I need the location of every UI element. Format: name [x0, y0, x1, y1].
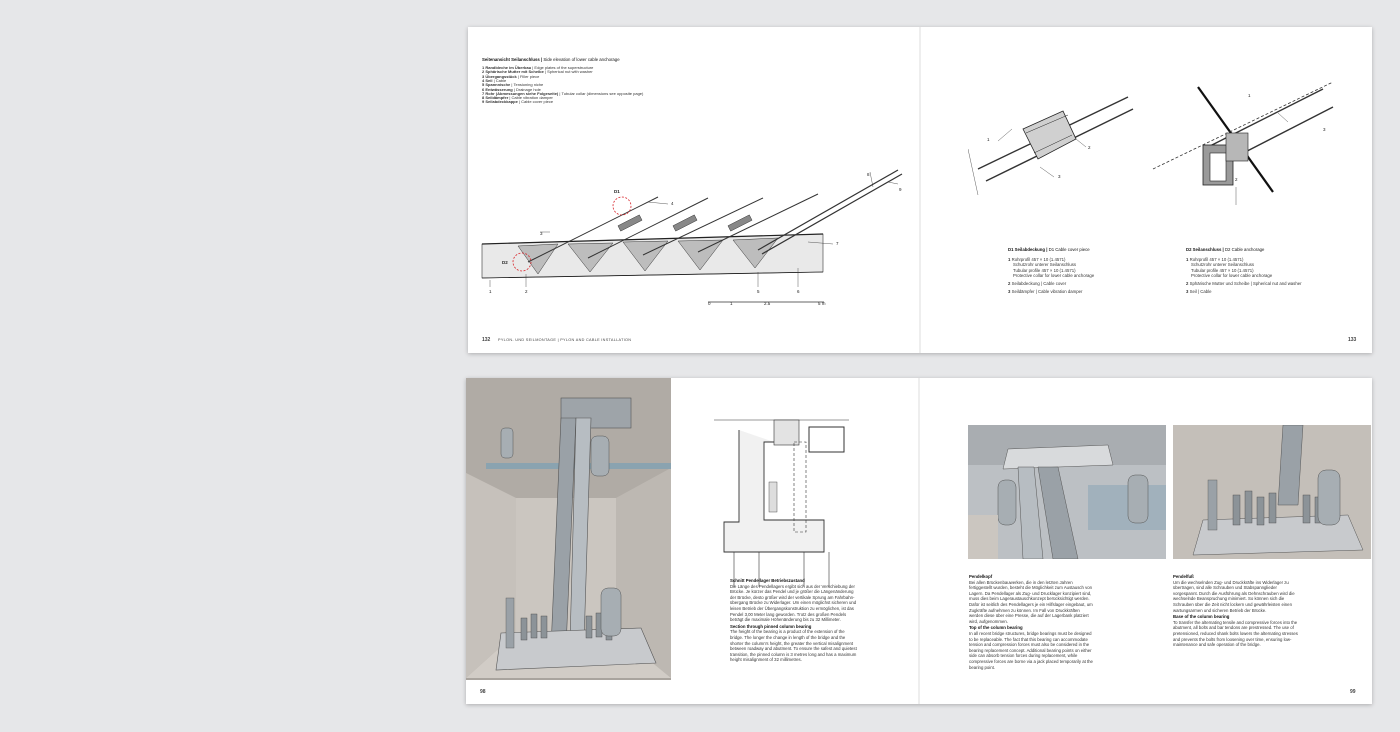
gutter — [919, 27, 921, 353]
col1-title-en: Top of the column bearing — [969, 625, 1023, 631]
detail-legend-item: 2 Sphärische Mutter und Scheibe | Spherical nut and washer — [1186, 280, 1302, 286]
scale-tick: 2.5 — [764, 301, 771, 306]
callout-5: 5 — [757, 289, 760, 294]
col2-title-de: Pendelfuß — [1173, 574, 1194, 579]
text-col-base-of-column — [1173, 574, 1298, 648]
callout-4: 4 — [671, 201, 674, 206]
detail-legend-item: 2 Seilabdeckung | Cable cover — [1008, 280, 1067, 286]
legend-item: 5 Spannnische | Tensioning niche — [482, 82, 544, 88]
callout-8: 8 — [867, 172, 870, 177]
col2-title-en: Base of the column bearing — [1173, 614, 1230, 620]
caption-title-en: Section through pinned column bearing — [730, 623, 812, 629]
detail-d1-drawing — [968, 89, 1138, 199]
callout-1: 1 — [489, 289, 492, 294]
photo-column-bearing — [466, 378, 671, 680]
scale-tick: 5 m — [818, 301, 826, 306]
d1-callout-1: 1 — [987, 137, 990, 142]
page-number: 132 — [482, 337, 491, 343]
page-number: 133 — [1348, 337, 1357, 343]
col1-body-de: Bei allen Brückenbauwerken, die in den letzten Jahren fertiggestellt wurden, besteht die Möglichkeit zum Austausch von Lagern. Da Pendellager als Zug- und Drucklager konzipiert sind, muss dies beim Lageraustauschkonzept berücksichtigt werden. Dafür ist seitlich des Pendellagers je ein Hilfslager eingebaut, um Zugkräfte aufnehmen zu können. Im Fall von Druckkräften werden diese über eine Presse, die auf der Lagerbank platziert wird, aufgenommen. — [969, 579, 1093, 624]
callout-2: 2 — [525, 289, 528, 294]
detail-d1-marker — [613, 197, 631, 215]
detail-legend-item: 1 Rohrprofil 457 × 10 (1.4571) Schutzrohr unterer Seilanschluss Tubular profile 457 × 10 (1.4571) Protective collar for lower cable anchorage — [1008, 256, 1095, 279]
d1-legend: D1 Seilabdeckung | D1 Cable cover piece 1 Rohrprofil 457 × 10 (1.4571) Schutzrohr unterer Seilanschluss Tubular profile 457 × 10 (1.4571) Protective collar for lower cable anchorage 2 Seilabdeckung | Cable cover 3 Seildämpfer | Cable vibration damper — [1008, 247, 1095, 294]
col2-body-de: Um die wechselnden Zug- und Druckkräfte ins Widerlager zu übertragen, sind alle Schrauben und Stabspannglieder vorgespannt. Durch die Ausführung als Dehnschrauben wird die wechselnde Beanspruchung minimiert. So können sich die Schrauben über die Zeit nicht lockern und gewährleisten einen wartungsarmen und sicheren Betrieb der Brücke. — [1173, 579, 1295, 613]
book-spread-bottom — [466, 378, 1372, 704]
book-spread-top — [468, 27, 1372, 353]
legend-item: 2 Sphärische Mutter mit Scheibe | Spherical nut with washer — [482, 69, 593, 75]
page-number: 98 — [480, 689, 486, 695]
d2-legend: D2 Seilanschluss | D2 Cable anchorage 1 Rohrprofil 457 × 10 (1.4571) Schutzrohr unterer Seilanschluss Tubular profile 457 × 10 (1.4571) Protective collar for lower cable anchorage 2 Sphärische Mutter und Scheibe | Spherical nut and washer 3 Seil | Cable — [1186, 247, 1302, 294]
detail-legend-item: 3 Seil | Cable — [1186, 288, 1212, 294]
callout-d2: D2 — [502, 260, 508, 265]
caption-body-en: The height of the bearing is a product of the extension of the bridge. The longer the change in length of the bridge and the shorter the column's height, the greater the vertical misalignment between roadway and abutment. To ensure the safest and quietest transition, the pinned column is 3 metres long and has a maximum height misalignment of 32 millimetres. — [730, 629, 857, 663]
col1-title-de: Pendelkopf — [969, 574, 993, 579]
col1-body-en: In all recent bridge structures, bridge bearings must be designed to be replaceable. The fact that this bearing can accommodate tension and compression forces must also be considered in the bearing replacement concept. Additional bearing points on either side can absorb tension forces during replacement, while compressive forces are borne via a jack placed temporarily at the bearing point. — [969, 630, 1093, 670]
callout-7: 7 — [836, 241, 839, 246]
callout-9: 9 — [899, 187, 902, 192]
scale-tick: 1 — [730, 301, 733, 306]
scale-tick: 0 — [708, 301, 711, 306]
legend-item: 3 Übergangsstück | Filler piece — [482, 73, 540, 79]
section-drawing-pinned-column — [714, 412, 849, 592]
figure-title: Seitenansicht Seilanschluss | Side elevation of lower cable anchorage — [482, 57, 620, 62]
photo-top-of-column — [968, 425, 1166, 559]
running-header: PYLON- UND SEILMONTAGE | PYLON AND CABLE INSTALLATION — [498, 337, 632, 342]
legend-item: 4 Seil | Cable — [482, 77, 507, 83]
caption-body-de: Die Länge des Pendellagers ergibt sich aus der Verschiebung der Brücke. Je kürzer das Pendel und je größer die Längenänderung der Brücke, desto größer wird der vertikale Sprung am Fahrbahn-übergang Brücke zu Widerlager. Um einen möglichst sicheren und leisen Betrieb der Übergangskonstruktion zu ermöglichen, ist das Pendel 3,00 Meter lang geworden. Trotz des großen Pendels beträgt die maximale Höhenänderung bis zu 32 Millimeter. — [730, 583, 857, 623]
caption-title-de: Schnitt Pendellager Betriebszustand — [730, 578, 805, 583]
col2-body-en: To transfer the alternating tensile and compressive forces into the abutment, all bolts and bar tendons are prestressed. The use of pretensioned, reduced shank bolts lowers the alternating stresses and prevents the bolts from loosening over time, ensuring low-maintenance and safe operation of the bridge. — [1173, 619, 1298, 648]
legend-item: 6 Entwässerung | Drainage hole — [482, 86, 541, 92]
text-col-top-of-column — [969, 574, 1094, 670]
d2-callout-2: 2 — [1235, 177, 1238, 182]
d1-callout-2: 2 — [1088, 145, 1091, 150]
legend-item: 9 Seilabdeckkappe | Cable cover piece — [482, 99, 554, 105]
d2-callout-3: 3 — [1323, 127, 1326, 132]
detail-legend-item: 1 Rohrprofil 457 × 10 (1.4571) Schutzrohr unterer Seilanschluss Tubular profile 457 × 10 (1.4571) Protective collar for lower cable anchorage — [1186, 256, 1273, 279]
legend-item: 1 Randbleche im Überbau | Edge plates of the superstructure — [482, 65, 594, 70]
detail-d2-drawing — [1148, 77, 1348, 217]
d1-callout-3: 3 — [1058, 174, 1061, 179]
page-number: 99 — [1350, 689, 1356, 695]
legend-item: 7 Rohr (Abmessungen siehe Folgeseite) | Tubular collar (dimensions see opposite page) — [482, 90, 644, 96]
legend-item: 8 Seildämpfer | Cable vibration damper — [482, 95, 553, 101]
photo-base-of-column — [1173, 425, 1371, 559]
detail-legend-item: 3 Seildämpfer | Cable vibration damper — [1008, 288, 1083, 294]
callout-d1: D1 — [614, 189, 620, 194]
d2-callout-1: 1 — [1248, 93, 1251, 98]
callout-3: 3 — [540, 231, 543, 236]
callout-6: 6 — [797, 289, 800, 294]
caption-section — [730, 578, 858, 663]
gutter — [918, 378, 920, 704]
